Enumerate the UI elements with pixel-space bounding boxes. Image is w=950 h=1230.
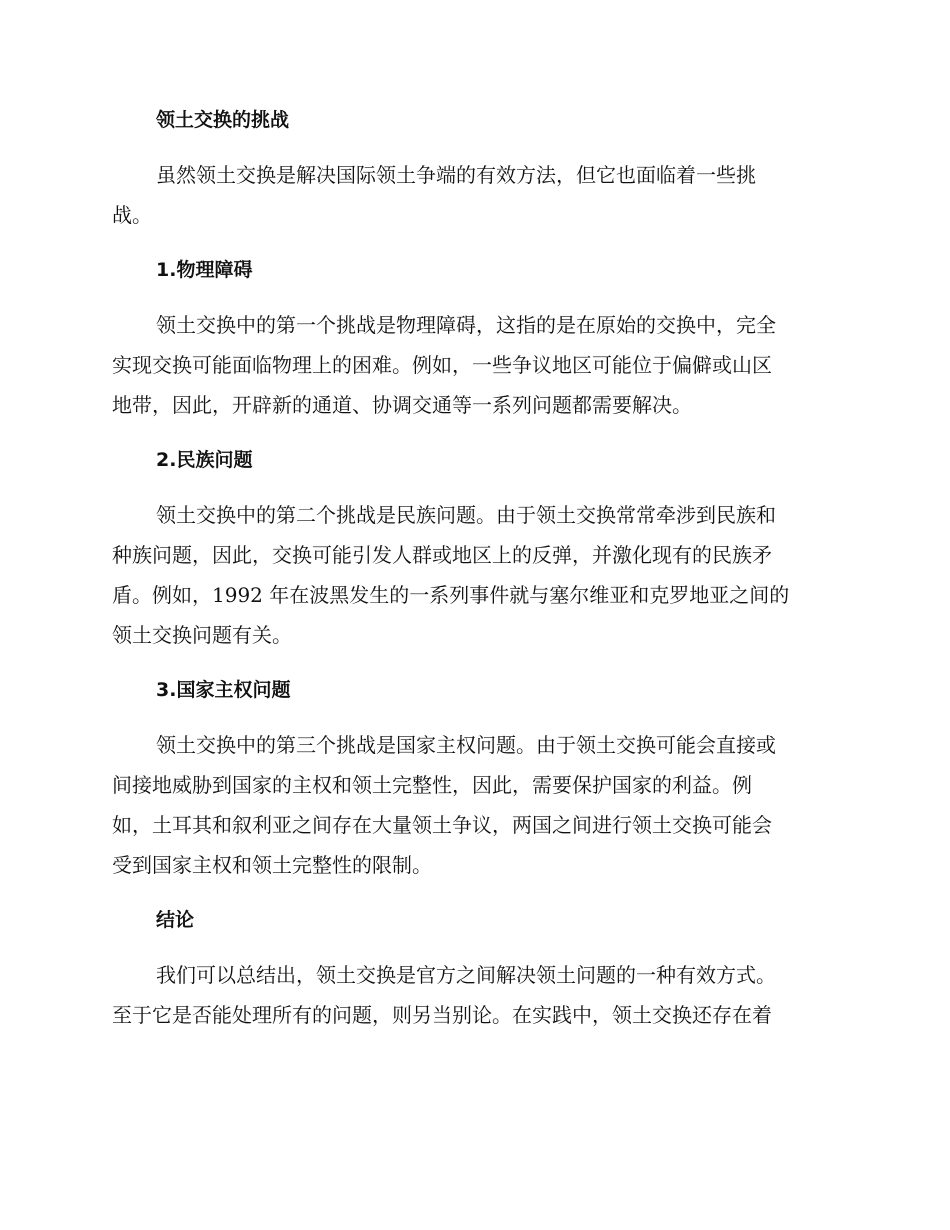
- paragraph-line: 至于它是否能处理所有的问题，则另当别论。在实践中，领土交换还存在着: [112, 1003, 772, 1027]
- section-paragraph-physical-barriers: [112, 305, 830, 425]
- paragraph-line: 种族问题，因此，交换可能引发人群或地区上的反弹，并激化现有的民族矛: [112, 543, 772, 567]
- paragraph-line: 我们可以总结出，领土交换是官方之间解决领土问题的一种有效方式。: [156, 963, 776, 987]
- section-paragraph-challenges: [112, 155, 830, 235]
- section-paragraph-conclusion: [112, 955, 830, 1035]
- section-heading-sovereignty: 3.国家主权问题: [156, 679, 291, 701]
- section-heading-conclusion: 结论: [156, 909, 195, 931]
- paragraph-line: 战。: [112, 203, 152, 227]
- paragraph-line: 地带，因此，开辟新的通道、协调交通等一系列问题都需要解决。: [112, 393, 692, 417]
- section-heading-challenges: 领土交换的挑战: [156, 109, 290, 131]
- paragraph-line: 受到国家主权和领土完整性的限制。: [112, 853, 432, 877]
- document-page: [112, 105, 830, 1055]
- section-heading-physical-barriers: 1.物理障碍: [156, 259, 253, 281]
- section-heading-ethnic-issues: 2.民族问题: [156, 449, 253, 471]
- paragraph-line: 领土交换中的第一个挑战是物理障碍，这指的是在原始的交换中，完全: [156, 313, 776, 337]
- paragraph-line: 领土交换中的第二个挑战是民族问题。由于领土交换常常牵涉到民族和: [156, 503, 776, 527]
- section-paragraph-ethnic-issues: [112, 495, 830, 655]
- paragraph-line: 领土交换中的第三个挑战是国家主权问题。由于领土交换可能会直接或: [156, 733, 776, 757]
- paragraph-line: 盾。例如，1992 年在波黑发生的一系列事件就与塞尔维亚和克罗地亚之间的: [112, 583, 790, 607]
- paragraph-line: 间接地威胁到国家的主权和领土完整性，因此，需要保护国家的利益。例: [112, 773, 752, 797]
- paragraph-line: 领土交换问题有关。: [112, 623, 292, 647]
- section-paragraph-sovereignty: [112, 725, 830, 885]
- paragraph-line: 虽然领土交换是解决国际领土争端的有效方法，但它也面临着一些挑: [156, 163, 756, 187]
- paragraph-line: 如，土耳其和叙利亚之间存在大量领土争议，两国之间进行领土交换可能会: [112, 813, 772, 837]
- paragraph-line: 实现交换可能面临物理上的困难。例如，一些争议地区可能位于偏僻或山区: [112, 353, 772, 377]
